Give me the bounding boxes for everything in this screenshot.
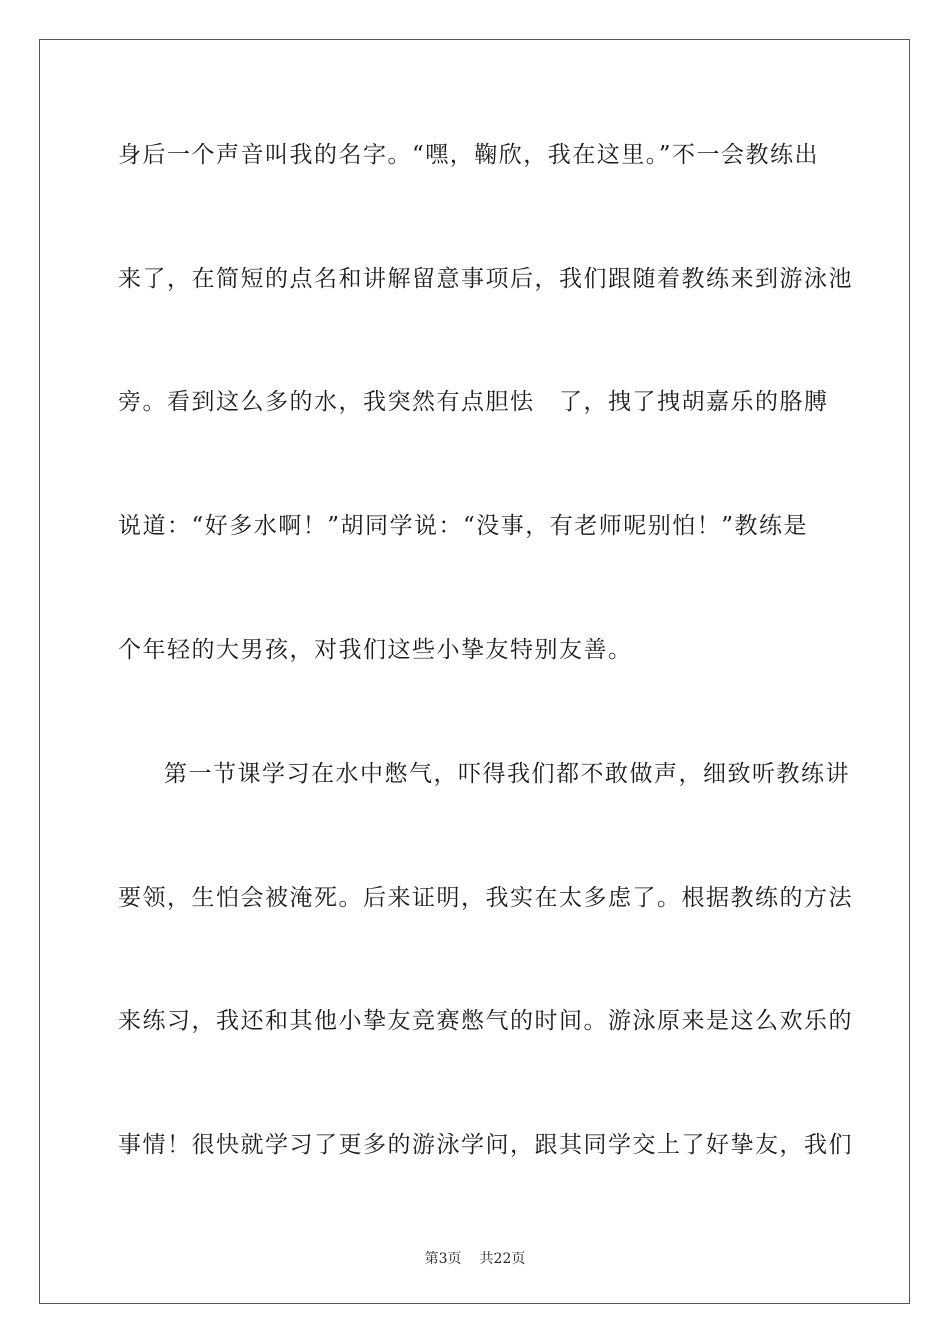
page-border: [39, 39, 910, 1304]
paragraph-line: 说道：“好多水啊！”胡同学说：“没事，有老师呢别怕！”教练是: [118, 513, 809, 539]
paragraph-line: 来练习，我还和其他小挚友竞赛憋气的时间。游泳原来是这么欢乐的: [118, 1008, 853, 1034]
paragraph-line: 事情！很快就学习了更多的游泳学问，跟其同学交上了好挚友，我们: [118, 1132, 853, 1158]
paragraph-line: 来了，在简短的点名和讲解留意事项后，我们跟随着教练来到游泳池: [118, 266, 853, 292]
paragraph-line: 旁。看到这么多的水，我突然有点胆怯 了，拽了拽胡嘉乐的胳膊: [118, 389, 829, 415]
paragraph-line: 身后一个声音叫我的名字。“嘿，鞠欣，我在这里。”不一会教练出: [118, 142, 820, 168]
paragraph-line: 要领，生怕会被淹死。后来证明，我实在太多虑了。根据教练的方法: [118, 885, 853, 911]
paragraph-line: 个年轻的大男孩，对我们这些小挚友特别友善。: [118, 637, 633, 663]
current-page-number: 第3页: [424, 1251, 462, 1267]
paragraph-line: 第一节课学习在水中憋气，吓得我们都不敢做声，细致听教练讲: [164, 761, 850, 787]
page-footer: [0, 1248, 950, 1268]
total-page-count: 共22页: [479, 1251, 526, 1267]
